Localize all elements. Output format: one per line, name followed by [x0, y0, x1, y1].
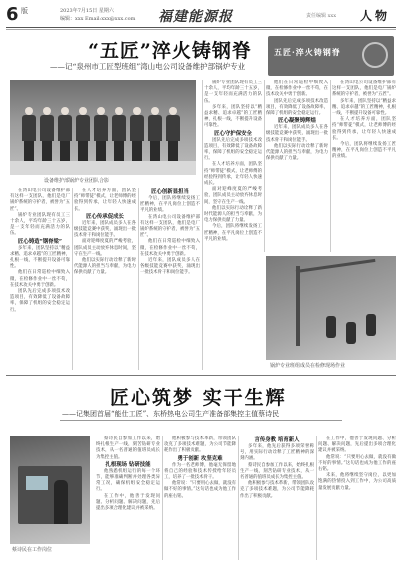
- article1-column-6: [332, 80, 396, 252]
- paragraph: 面对迎峰度夏的严峻考验，团队成员主动放弃休息时间，坚守在生产一线。: [74, 239, 136, 257]
- section-title: 勇于创新 攻坚克难: [177, 455, 223, 462]
- paragraph: 近年来，团队成员多人在各级技能竞赛中获奖，涌现出一批技术骨干和岗位能手。: [266, 125, 328, 143]
- header-rule: [6, 27, 396, 28]
- team-member-figure: [58, 107, 72, 161]
- section-name: 人物: [360, 9, 391, 23]
- section-title: 匠心传承促成长: [86, 213, 124, 220]
- article1-headline: “五匠”淬火铸钢脊: [88, 40, 252, 62]
- paragraph: 近年来，团队成员多人在各级技能竞赛中获奖，涌现出一批技术骨干和岗位能手。: [140, 258, 200, 276]
- banner-emblem-icon: [362, 42, 388, 68]
- article1-column-5: [266, 80, 328, 252]
- paragraph: 在湾山电公司设备维护部有这样一支团队，他们是电厂锅炉系统的守护者，被誉为“五匠”。: [10, 188, 70, 212]
- article1-column-1: [10, 188, 70, 370]
- paragraph: 他们以实际行动诠释了新时代能源人的担当与奉献，为电力保供贡献了力量。: [74, 258, 136, 276]
- paragraph: 在人才培养方面，团队坚持“师带徒”模式，让老师傅的经验得到传承，让年轻人快速成长。: [204, 162, 262, 187]
- worker-figure: [54, 480, 68, 524]
- newspaper-name: 福建能源报: [158, 9, 233, 25]
- paragraph: 他熟悉机组运行的每一个环节，能够准确判断并处理各类异常工况，确保机组安全稳定运行。: [96, 468, 160, 493]
- paragraph: 未来，他将继续坚守岗位，以更加饱满的热情投入到工作中，为公司高质量发展贡献力量。: [318, 473, 396, 491]
- team-member-figure: [166, 107, 180, 161]
- article2-column-4: [318, 436, 396, 560]
- article1-column-3: [140, 188, 200, 370]
- paragraph: 他积极参与技术革新，带领团队攻克了多项技术难题，为公司节能降耗作出了积极贡献。: [240, 481, 314, 499]
- paragraph: 在湾山电公司设备维护部有这样一支团队，他们是电厂锅炉系统的守护者，被誉为“五匠”。: [140, 214, 200, 239]
- paragraph: 他们以实际行动诠释了新时代能源人的担当与奉献，为电力保供贡献了力量。: [204, 205, 262, 224]
- paragraph: 在湾山电公司设备维护部有这样一支团队，他们是电厂锅炉系统的守护者，被誉为“五匠”。: [332, 80, 396, 98]
- paragraph: 多年来，团队坚持以“精益求精、追求卓越”的工匠精神，扎根一线，不断提升设备可靠性。: [10, 245, 70, 270]
- photo-beam: [296, 259, 376, 273]
- article1-column-4: [204, 80, 262, 370]
- team-member-figure: [112, 107, 126, 161]
- article2-column-3: [240, 436, 314, 560]
- article-divider: [6, 375, 396, 376]
- portrait-photo: [10, 436, 90, 544]
- paragraph: 锅炉专业团队现有员工三十余人，平均年龄三十五岁，是一支年轻而充满活力的队伍。: [204, 80, 262, 104]
- page-number: 6: [6, 4, 19, 25]
- paragraph: 他们以实际行动诠释了新时代能源人的担当与奉献，为电力保供贡献了力量。: [266, 143, 328, 162]
- photo-screen: [26, 476, 48, 490]
- column-divider: [162, 436, 163, 560]
- editor-line: 编辑：xxx Email:xxx@xxx.com: [60, 16, 136, 22]
- team-member-figure: [94, 107, 108, 161]
- article1-banner: [268, 36, 394, 76]
- paragraph: 面对迎峰度夏的严峻考验，团队成员主动放弃休息时间，坚守在生产一线。: [204, 187, 262, 205]
- paragraph: 在工作中，他善于发现问题、分析问题、解决问题，先后提出多项合理化建议并被采纳。: [96, 493, 160, 512]
- paragraph: 多年来，他先后获得多项荣誉称号，用实际行动诠释了工匠精神的深刻内涵。: [240, 444, 314, 462]
- paragraph: 今后，团队将继续发扬工匠精神，在平凡岗位上创造不平凡的业绩。: [332, 142, 396, 160]
- photo-floor: [10, 161, 196, 175]
- section-title: 匠心凝聚铸辉煌: [278, 118, 316, 125]
- article1-subhead: ——记“泉州市工匠型班组”湾山电公司设备维护部锅炉专业: [50, 62, 246, 71]
- paragraph: 蔡诗民自参加工作以来，始终扎根生产一线，刻苦钻研专业技术，从一名普通的值班员成长为集控主值。: [96, 436, 160, 460]
- header-rule-thin: [6, 29, 396, 30]
- column-divider: [238, 436, 239, 560]
- paragraph: 他常说：“只要用心去做，就没有做不好的事情。”这句话也成为他工作的座右铭。: [164, 481, 236, 499]
- paragraph: 团队先后完成多项技术改造项目，有效降低了设备故障率，保障了机组的安全稳定运行。: [266, 98, 328, 117]
- paragraph: 今后，团队将继续发扬工匠精神，在平凡岗位上创造不平凡的业绩。: [140, 196, 200, 214]
- photo2-caption: 锅炉专业班组成员在检修现场作业: [270, 363, 346, 369]
- subhead-rule: [60, 420, 342, 421]
- paragraph: 近年来，团队成员多人在各级技能竞赛中获奖，涌现出一批技术骨干和岗位能手。: [74, 220, 136, 239]
- section-title: 扎根现场 钻研技能: [105, 461, 151, 468]
- worker-figure: [366, 314, 376, 336]
- paragraph: 多年来，团队坚持以“精益求精、追求卓越”的工匠精神，扎根一线，不断提升设备可靠性。: [204, 104, 262, 129]
- paragraph: 他们在日常巡检中细致入微，在检修作业中一丝不苟，在技术攻关中勇于创新。: [10, 270, 70, 288]
- paragraph: 他常说：“只要用心去做，就没有做不好的事情。”这句话也成为他工作的座右铭。: [318, 454, 396, 473]
- edition-code: 责任编辑 xxx: [306, 13, 337, 19]
- paragraph: 蔡诗民自参加工作以来，始终扎根生产一线，刻苦钻研专业技术，从一名普通的值班员成长为集控主值。: [240, 462, 314, 481]
- team-member-figure: [22, 107, 36, 161]
- paragraph: 他们在日常巡检中细致入微，在检修作业中一丝不苟，在技术攻关中勇于创新。: [140, 239, 200, 257]
- banner-text: 五匠·淬火铸钢脊: [274, 47, 341, 57]
- paragraph: 锅炉专业团队现有员工三十余人，平均年龄三十五岁，是一支年轻而充满活力的队伍。: [10, 212, 70, 237]
- section-title: 匠心守护保安全: [214, 130, 252, 137]
- paragraph: 在人才培养方面，团队坚持“师带徒”模式，让老师傅的经验得到传承，让年轻人快速成长。: [332, 117, 396, 141]
- photo-scaffold: [296, 266, 300, 346]
- column-divider: [138, 188, 139, 370]
- article2-column-2: [164, 436, 236, 560]
- page-header: [6, 4, 396, 26]
- section-title: 匠心铸造“钢脊梁”: [18, 238, 62, 245]
- column-divider: [330, 80, 331, 252]
- paragraph: 作为一名老师傅，他毫无保留地将自己的经验和技术传授给年轻员工，培养了一批技术骨干。: [164, 462, 236, 481]
- paragraph: 团队先后完成多项技术改造项目，有效降低了设备故障率，保障了机组的安全稳定运行。: [204, 137, 262, 162]
- paragraph: 他积极参与技术革新，带领团队攻克了多项技术难题，为公司节能降耗作出了积极贡献。: [164, 436, 236, 454]
- boiler-maintenance-photo: [266, 256, 396, 360]
- section-title: 言传身教 培育新人: [254, 437, 300, 443]
- photo1-caption: 设备维护部锅炉专业团队合影: [44, 178, 110, 184]
- paragraph: 多年来，团队坚持以“精益求精、追求卓越”的工匠精神，扎根一线，不断提升设备可靠性。: [332, 98, 396, 117]
- page-word: 版: [21, 7, 28, 15]
- column-divider: [264, 80, 265, 252]
- worker-figure: [346, 322, 356, 344]
- team-member-figure: [130, 107, 144, 161]
- team-group-photo: [10, 80, 196, 175]
- paragraph: 团队先后完成多项技术改造项目，有效降低了设备故障率，保障了机组的安全稳定运行。: [10, 289, 70, 313]
- paragraph: 在人才培养方面，团队坚持“师带徒”模式，让老师傅的经验得到传承，让年轻人快速成长。: [74, 188, 136, 212]
- date-line: 2023年7月15日 星期六: [60, 8, 114, 14]
- article2-headline: 匠心筑梦 实干生辉: [110, 387, 287, 409]
- article2-subhead: ——记集团首届“能仕工匠”、东桥热电公司生产准备部集控主值蔡诗民: [62, 410, 280, 418]
- paragraph: 今后，团队将继续发扬工匠精神，在平凡岗位上创造不平凡的业绩。: [204, 224, 262, 242]
- column-divider: [72, 188, 73, 370]
- photo3-caption: 蔡诗民在工作岗位: [12, 547, 53, 553]
- photo-control-console: [18, 466, 82, 524]
- article2-column-1: [96, 436, 160, 560]
- team-member-figure: [40, 107, 54, 161]
- section-title: 匠心创新显担当: [151, 189, 189, 195]
- article1-column-2: [74, 188, 136, 370]
- paragraph: 在工作中，他善于发现问题、分析问题、解决问题，先后提出多项合理化建议并被采纳。: [318, 436, 396, 454]
- column-divider: [316, 436, 317, 560]
- worker-figure: [326, 316, 336, 338]
- paragraph: 他们在日常巡检中细致入微，在检修作业中一丝不苟，在技术攻关中勇于创新。: [266, 80, 328, 98]
- column-divider: [202, 80, 203, 370]
- team-member-figure: [148, 107, 162, 161]
- team-member-figure: [76, 107, 90, 161]
